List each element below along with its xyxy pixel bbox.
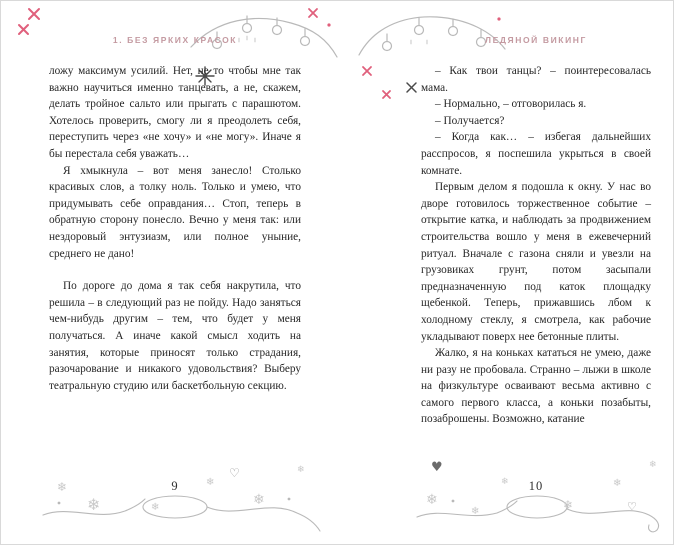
paragraph: – Нормально, – отговорилась я. [435, 98, 587, 111]
paragraph: – Получается? [435, 114, 505, 127]
page-left [49, 1, 301, 544]
page-body-right [421, 63, 651, 428]
page-number-left: 9 [171, 479, 179, 493]
page-body-left [49, 63, 301, 394]
snowflake-icon: ❄ [87, 495, 101, 514]
heart-icon: ♥ [431, 460, 443, 475]
snowflake-icon: ❄ [426, 492, 438, 508]
snowflake-icon: ❄ [151, 502, 160, 513]
snowflake-icon: ❄ [206, 477, 215, 488]
snowflake-icon: ❄ [57, 480, 68, 494]
snowflake-icon: ❄ [501, 477, 509, 487]
paragraph: Жалко, я на коньках кататься не умею, даже ни разу не пробовала. Странно – лыжи в школе на физкультуре осваивают весьма активно с самого первого класса, а коньки позабыты, позаброшены. Возможно, катание [421, 347, 651, 426]
heart-icon: ♡ [229, 466, 240, 480]
snowflake-icon: ❄ [649, 460, 657, 470]
snowflake-icon: ❄ [563, 498, 574, 512]
paragraph: – Как твои танцы? – поинтересовалась мама. [421, 65, 651, 94]
paragraph: Я хмыкнула – вот меня занесло! Столько красивых слов, а толку ноль. Только и умею, что придумывать себе оправдания… Стоп, теперь в обратную сторону понесло. Вечно у меня так: или нездоровый энтузиазм, или полное уныние, среднего не дано! [49, 164, 301, 260]
paragraph: – Когда как… – избегая дальнейших расспросов, я поспешила укрыться в своей комнате. [421, 131, 651, 177]
page-right [421, 1, 651, 544]
page-number-right: 10 [528, 479, 544, 493]
paragraph: ложу максимум усилий. Нет, не то чтобы мне так важно научиться именно танцевать, а не, скажем, делать тройное сальто или прыгать с парашютом. Хотелось проверить, смогу ли я преодолеть себя, переступить через «не хочу» и «не могу». Иначе я бы перестала себя уважать… [49, 65, 301, 160]
paragraph: По дороге до дома я так себя накрутила, что решила – в следующий раз не пойду. Надо заняться чем-нибудь другим – тем, что будет у меня получаться. А иначе какой смысл ходить на занятия, которые приносят только страдания, разочарование и никакого удовольствия? Выберу театральную студию или баскетбольную секцию. [49, 280, 301, 392]
snowflake-icon: ❄ [471, 506, 480, 517]
paragraph: Первым делом я подошла к окну. У нас во дворе готовилось торжественное событие – открытие катка, и наблюдать за продвижением строительства вошло у меня в ежевечерний ритуал. Вначале с газона сняли и увезли на грузовиках грунт, потом засыпали предназначенную под каток площадку щебенкой. Теперь, прижавшись лбом к холодному стеклу, я смотрела, как рабочие укладывают поверх нее бетонные плиты. [421, 181, 651, 343]
heart-icon: ♡ [627, 500, 637, 513]
snowflake-icon: ❄ [613, 478, 622, 489]
running-head-right: ЛЕДЯНОЙ ВИКИНГ [485, 35, 587, 45]
snowflake-icon: ❄ [253, 492, 265, 508]
running-head-left: 1. БЕЗ ЯРКИХ КРАСОК [112, 35, 238, 45]
snowflake-icon: ❄ [297, 465, 305, 475]
